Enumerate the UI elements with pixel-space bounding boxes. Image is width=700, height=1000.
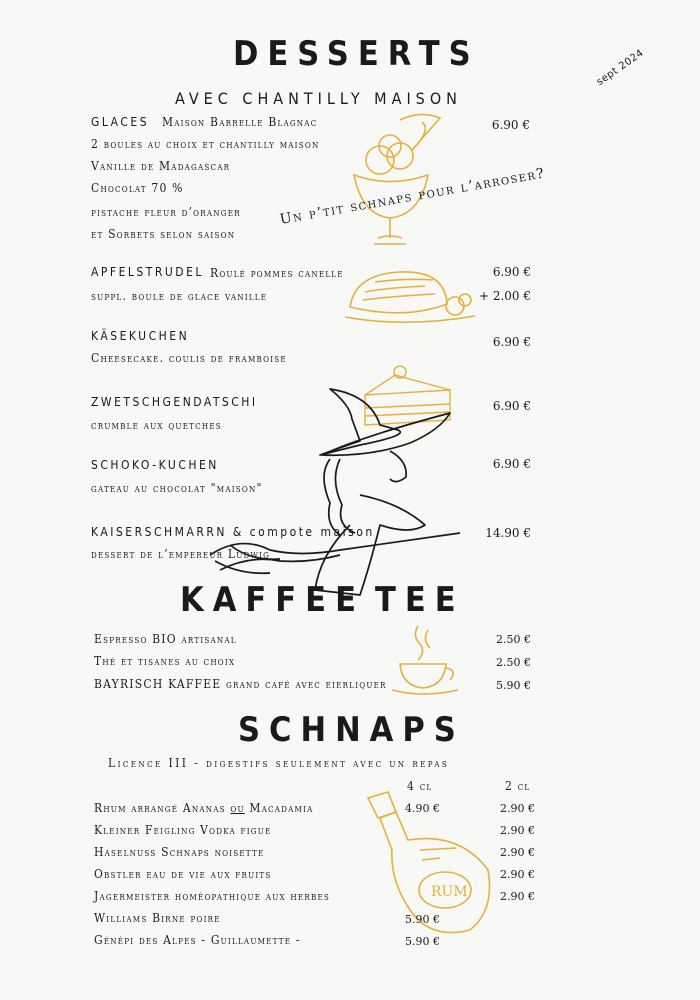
schnaps-item: Kleiner Feigling Vodka figue <box>94 823 272 837</box>
schoko-name: SCHOKO-KUCHEN <box>91 458 219 472</box>
kaffee-item: BAYRISCH KAFFEE grand café avec eierliquer <box>94 677 387 691</box>
schnaps-or: ou <box>230 801 245 815</box>
col-2cl-header: 2 cl <box>505 779 531 793</box>
schnaps-item: Obstler eau de vie aux fruits <box>94 867 272 881</box>
schnaps-price-2cl: 2.90 € <box>500 824 535 837</box>
kaffee-price: 2.50 € <box>496 656 531 669</box>
schnaps-item: Williams Birne poire <box>94 911 221 925</box>
kaffee-item: Espresso BIO artisanal <box>94 632 237 646</box>
coffee-cup-illustration <box>388 620 463 695</box>
schnaps-item: Jagermeister homéopathique aux herbes <box>94 889 331 903</box>
kaffee-price: 2.50 € <box>496 633 531 646</box>
zwetschgen-name: ZWETSCHGENDATSCHI <box>91 395 258 409</box>
glaces-line: 2 boules au choix et chantilly maison <box>91 137 320 151</box>
apfelstrudel-supp-price: + 2.00 € <box>478 289 531 303</box>
zwetschgen-price: 6.90 € <box>492 399 531 413</box>
schnaps-item: Rhum arrangé Ananas ou Macadamia <box>94 801 314 815</box>
schnaps-price-4cl: 5.90 € <box>405 935 440 948</box>
glaces-line: pistache fleur d’oranger <box>91 205 241 219</box>
kaffee-price: 5.90 € <box>496 679 531 692</box>
schnaps-price-2cl: 2.90 € <box>500 846 535 859</box>
slogan: Un p’tit schnaps pour l’arroser? <box>278 165 547 228</box>
kaffee-title: KAFFEE <box>180 580 365 620</box>
glaces-line: Chocolat 70 % <box>91 181 184 195</box>
bottle-label: RUM <box>431 884 468 900</box>
glaces-line: Vanille de Madagascar <box>91 159 231 173</box>
kaiser-price: 14.90 € <box>485 526 531 540</box>
desserts-subtitle: AVEC CHANTILLY MAISON <box>175 89 462 108</box>
kaffee-item: Thé et tisanes au choix <box>94 654 236 668</box>
glaces-name: GLACES <box>91 115 150 129</box>
schnaps-price-2cl: 2.90 € <box>500 868 535 881</box>
schnaps-note: Licence III - digestifs seulement avec un repas <box>108 756 450 770</box>
kasekuchen-desc: Cheesecake. coulis de framboise <box>91 351 287 365</box>
desserts-title: DESSERTS <box>233 34 480 74</box>
col-4cl-header: 4 cl <box>407 779 433 793</box>
schoko-desc: gateau au chocolat "maison" <box>91 481 263 495</box>
date-stamp: sept 2024 <box>594 47 647 89</box>
tee-title: TEE <box>375 580 465 620</box>
schnaps-title: SCHNAPS <box>238 710 465 750</box>
glaces-price: 6.90 € <box>491 118 530 132</box>
apfelstrudel-desc: Roulé pommes canelle <box>210 266 344 280</box>
ice-cream-cup-illustration <box>340 110 450 250</box>
kaiser-name: KAISERSCHMARRN & compote maison <box>91 525 375 539</box>
schnaps-item: Haselnuss Schnaps noisette <box>94 845 265 859</box>
schnaps-price-2cl: 2.90 € <box>500 890 535 903</box>
apfelstrudel-supp: suppl. boule de glace vanille <box>91 289 268 303</box>
glaces-source: Maison Barrelle Blagnac <box>162 115 318 129</box>
glaces-line: et Sorbets selon saison <box>91 227 236 241</box>
schnaps-price-2cl: 2.90 € <box>500 802 535 815</box>
kasekuchen-price: 6.90 € <box>492 335 531 349</box>
kaiser-desc: dessert de l’empereur Ludwig <box>91 547 271 561</box>
zwetschgen-desc: crumble aux quetches <box>91 418 222 432</box>
schoko-price: 6.90 € <box>492 457 531 471</box>
schnaps-price-4cl: 5.90 € <box>405 913 440 926</box>
apfelstrudel-name: APFELSTRUDEL <box>91 265 204 279</box>
schnaps-item: Génépi des Alpes - Guillaumette - <box>94 933 301 947</box>
strudel-illustration <box>345 262 485 332</box>
apfelstrudel-price: 6.90 € <box>492 265 531 279</box>
kasekuchen-name: KÄSEKUCHEN <box>91 329 190 343</box>
schnaps-price-4cl: 4.90 € <box>405 802 440 815</box>
